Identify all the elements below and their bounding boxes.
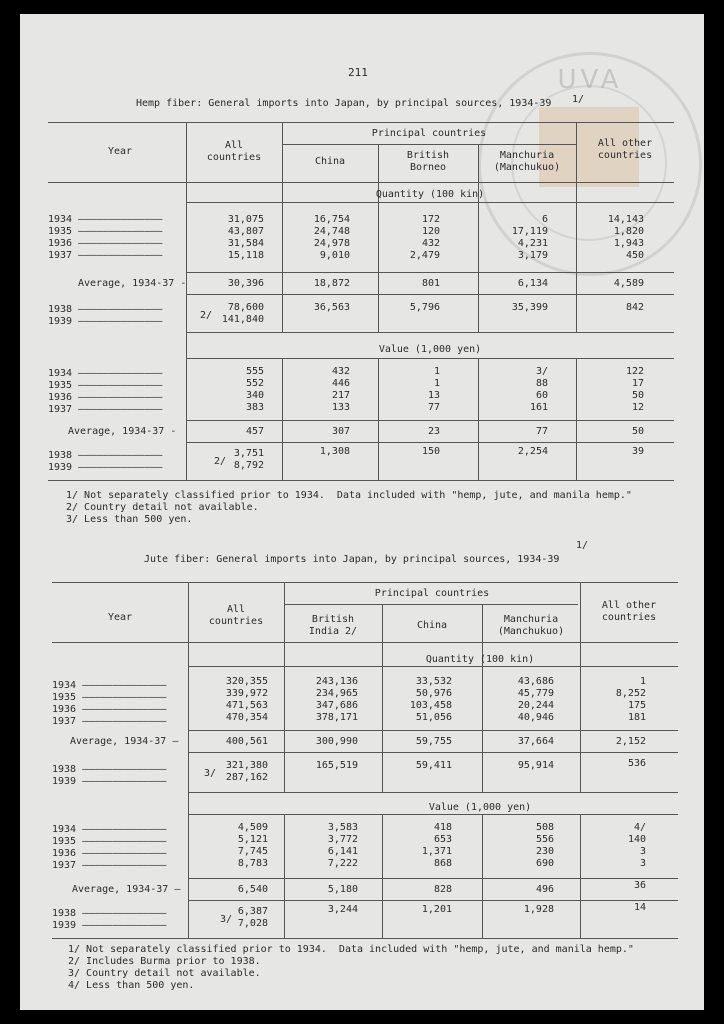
jute-rule: [188, 878, 678, 879]
jute-all-countries-header: All countries: [208, 604, 264, 627]
hemp-years-1934-37: 1934 —————————————— 1935 —————————————— 1936 —————————————— 1937 ——————————————: [48, 214, 163, 261]
jute-value-years-1934-37: 1934 —————————————— 1935 —————————————— 1936 —————————————— 1937 ——————————————: [52, 824, 167, 871]
hemp-manchuria-header: Manchuria (Manchukuo): [493, 150, 561, 173]
jute-qty-other: 1 8,252 175 181: [615, 676, 646, 723]
hemp-val-all: 555 552 340 383: [245, 366, 264, 413]
jute-qty-china-1938: 59,411: [415, 760, 452, 771]
jute-qty-avg-china: 59,755: [415, 736, 452, 747]
hemp-qty-all-1938-39: 78,600 141,840: [221, 302, 264, 325]
hemp-qty-footnote-ref: 2/: [200, 310, 213, 321]
jute-bottom-rule: [52, 938, 678, 939]
hemp-val-avg-china: 307: [331, 426, 350, 437]
jute-qty-avg-other: 2,152: [615, 736, 646, 747]
hemp-val-borneo: 1 1 13 77: [427, 366, 440, 413]
jute-qty-india: 243,136 234,965 347,686 378,171: [315, 676, 358, 723]
hemp-qty-other: 14,143 1,820 1,943 450: [607, 214, 644, 261]
jute-rule: [188, 814, 678, 815]
hemp-other-header: All other countries: [597, 138, 653, 161]
jute-val-all: 4,509 5,121 7,745 8,783: [237, 822, 268, 869]
jute-rule: [188, 752, 678, 753]
hemp-bottom-rule: [48, 480, 674, 481]
hemp-qty-manchuria-1938: 35,399: [511, 302, 548, 313]
document-page: [20, 14, 704, 1010]
hemp-title-footnote-ref: 1/: [572, 94, 585, 105]
jute-rule: [188, 730, 678, 731]
hemp-rule: [186, 442, 674, 443]
hemp-rule: [186, 332, 674, 333]
jute-val-india-1938: 3,244: [327, 904, 358, 915]
jute-top-rule: [52, 582, 678, 583]
jute-china-header: China: [416, 620, 448, 631]
hemp-qty-manchuria: 6 17,119 4,231 3,179: [511, 214, 548, 261]
jute-year-header: Year: [107, 612, 133, 623]
hemp-qty-avg-china: 18,872: [313, 278, 350, 289]
hemp-rule: [186, 358, 674, 359]
jute-qty-manchuria-1938: 95,914: [517, 760, 554, 771]
hemp-years-1938-39: 1938 —————————————— 1939 ——————————————: [48, 304, 163, 327]
jute-qty-avg-india: 300,990: [315, 736, 358, 747]
hemp-val-avg-all: 457: [245, 426, 264, 437]
hemp-qty-all: 31,075 43,807 31,584 15,118: [227, 214, 264, 261]
jute-val-avg-other: 36: [633, 880, 646, 891]
jute-val-avg-india: 5,180: [327, 884, 358, 895]
page-number: 211: [348, 66, 368, 79]
hemp-val-manchuria: 3/ 88 60 161: [529, 366, 548, 413]
jute-title-footnote-ref: 1/: [576, 540, 589, 551]
hemp-val-avg-manchuria: 77: [535, 426, 548, 437]
jute-principal-rule: [284, 604, 578, 605]
hemp-val-china: 432 446 217 133: [331, 366, 350, 413]
jute-val-china-1938: 1,201: [421, 904, 452, 915]
jute-other-header: All other countries: [601, 600, 657, 623]
hemp-rule: [186, 272, 674, 273]
hemp-val-avg-other: 50: [631, 426, 644, 437]
hemp-value-years-1934-37: 1934 —————————————— 1935 —————————————— 1936 —————————————— 1937 ——————————————: [48, 368, 163, 415]
jute-val-india: 3,583 3,772 6,141 7,222: [327, 822, 358, 869]
hemp-table-title: Hemp fiber: General imports into Japan, by principal sources, 1934-39: [136, 98, 552, 109]
hemp-unit-rule: [186, 202, 674, 203]
jute-rule: [188, 792, 678, 793]
hemp-principal-rule: [282, 144, 576, 145]
jute-years-1934-37: 1934 —————————————— 1935 —————————————— 1936 —————————————— 1937 ——————————————: [52, 680, 167, 727]
hemp-val-avg-borneo: 23: [427, 426, 440, 437]
jute-val-other-1938: 14: [633, 902, 646, 913]
hemp-year-header: Year: [107, 146, 133, 157]
hemp-val-average-label: Average, 1934-37 -: [68, 426, 177, 437]
hemp-val-all-1938-39: 3,751 8,792: [233, 448, 264, 471]
jute-quantity-label: Quantity (100 kin): [425, 654, 535, 665]
hemp-rule: [186, 294, 674, 295]
hemp-principal-countries-header: Principal countries: [371, 128, 487, 139]
jute-unit-rule: [188, 666, 678, 667]
jute-qty-avg-manchuria: 37,664: [517, 736, 554, 747]
jute-val-average-label: Average, 1934-37 —: [72, 884, 181, 895]
jute-val-footnote-ref: 3/: [220, 914, 233, 925]
jute-val-manchuria: 508 556 230 690: [535, 822, 554, 869]
jute-val-china: 418 653 1,371 868: [421, 822, 452, 869]
jute-qty-india-1938: 165,519: [315, 760, 358, 771]
jute-val-manchuria-1938: 1,928: [523, 904, 554, 915]
jute-qty-other-1938: 536: [627, 758, 646, 769]
hemp-all-countries-header: All countries: [206, 140, 262, 163]
jute-principal-countries-header: Principal countries: [374, 588, 490, 599]
jute-val-other: 4/ 140 3 3: [627, 822, 646, 869]
jute-val-avg-all: 6,540: [237, 884, 268, 895]
hemp-value-years-1938-39: 1938 —————————————— 1939 ——————————————: [48, 450, 163, 473]
jute-manchuria-header: Manchuria (Manchukuo): [497, 614, 565, 637]
jute-value-years-1938-39: 1938 —————————————— 1939 ——————————————: [52, 908, 167, 931]
hemp-qty-avg-all: 30,396: [227, 278, 264, 289]
hemp-top-rule: [48, 122, 674, 123]
hemp-qty-china-1938: 36,563: [313, 302, 350, 313]
jute-footnotes: 1/ Not separately classified prior to 1934. Data included with "hemp, jute, and manila hemp." 2/ Includes Burma prior to 1938. 3/ Country detail not available. 4/ Less than 500 yen.: [68, 944, 634, 991]
hemp-value-label: Value (1,000 yen): [378, 344, 482, 355]
hemp-china-header: China: [314, 156, 346, 167]
jute-value-label: Value (1,000 yen): [428, 802, 532, 813]
hemp-quantity-label: Quantity (100 kin): [375, 189, 485, 200]
hemp-qty-borneo-1938: 5,796: [409, 302, 440, 313]
jute-qty-avg-all: 400,561: [225, 736, 268, 747]
jute-qty-china: 33,532 50,976 103,458 51,056: [409, 676, 452, 723]
jute-qty-footnote-ref: 3/: [204, 768, 217, 779]
hemp-borneo-header: British Borneo: [406, 150, 450, 173]
hemp-qty-avg-borneo: 801: [421, 278, 440, 289]
hemp-val-china-1938: 1,308: [319, 446, 350, 457]
hemp-rule: [186, 420, 674, 421]
hemp-val-footnote-ref: 2/: [214, 456, 227, 467]
hemp-val-manchuria-1938: 2,254: [517, 446, 548, 457]
jute-val-all-1938-39: 6,387 7,028: [237, 906, 268, 929]
jute-val-avg-china: 828: [433, 884, 452, 895]
jute-table-title: Jute fiber: General imports into Japan, by principal sources, 1934-39: [144, 554, 560, 565]
hemp-val-other: 122 17 50 12: [625, 366, 644, 413]
jute-qty-manchuria: 43,686 45,779 20,244 40,946: [517, 676, 554, 723]
jute-rule: [188, 900, 678, 901]
hemp-val-borneo-1938: 150: [421, 446, 440, 457]
hemp-qty-borneo: 172 120 432 2,479: [409, 214, 440, 261]
jute-qty-all: 320,355 339,972 471,563 470,354: [225, 676, 268, 723]
hemp-qty-average-label: Average, 1934-37 -: [78, 278, 187, 289]
hemp-qty-avg-other: 4,589: [613, 278, 644, 289]
jute-val-avg-manchuria: 496: [535, 884, 554, 895]
hemp-val-other-1938: 39: [631, 446, 644, 457]
jute-header-rule: [52, 642, 678, 643]
hemp-qty-china: 16,754 24,748 24,978 9,010: [313, 214, 350, 261]
hemp-header-rule: [48, 182, 674, 183]
jute-india-header: British India 2/: [308, 614, 358, 637]
hemp-footnotes: 1/ Not separately classified prior to 1934. Data included with "hemp, jute, and manila hemp." 2/ Country detail not available. 3/ Less than 500 yen.: [66, 490, 632, 525]
hemp-qty-other-1938: 842: [625, 302, 644, 313]
hemp-qty-avg-manchuria: 6,134: [517, 278, 548, 289]
jute-qty-average-label: Average, 1934-37 —: [70, 736, 179, 747]
jute-years-1938-39: 1938 —————————————— 1939 ——————————————: [52, 764, 167, 787]
jute-qty-all-1938-39: 321,380 287,162: [225, 760, 268, 783]
seal-text: UVA: [557, 65, 623, 95]
